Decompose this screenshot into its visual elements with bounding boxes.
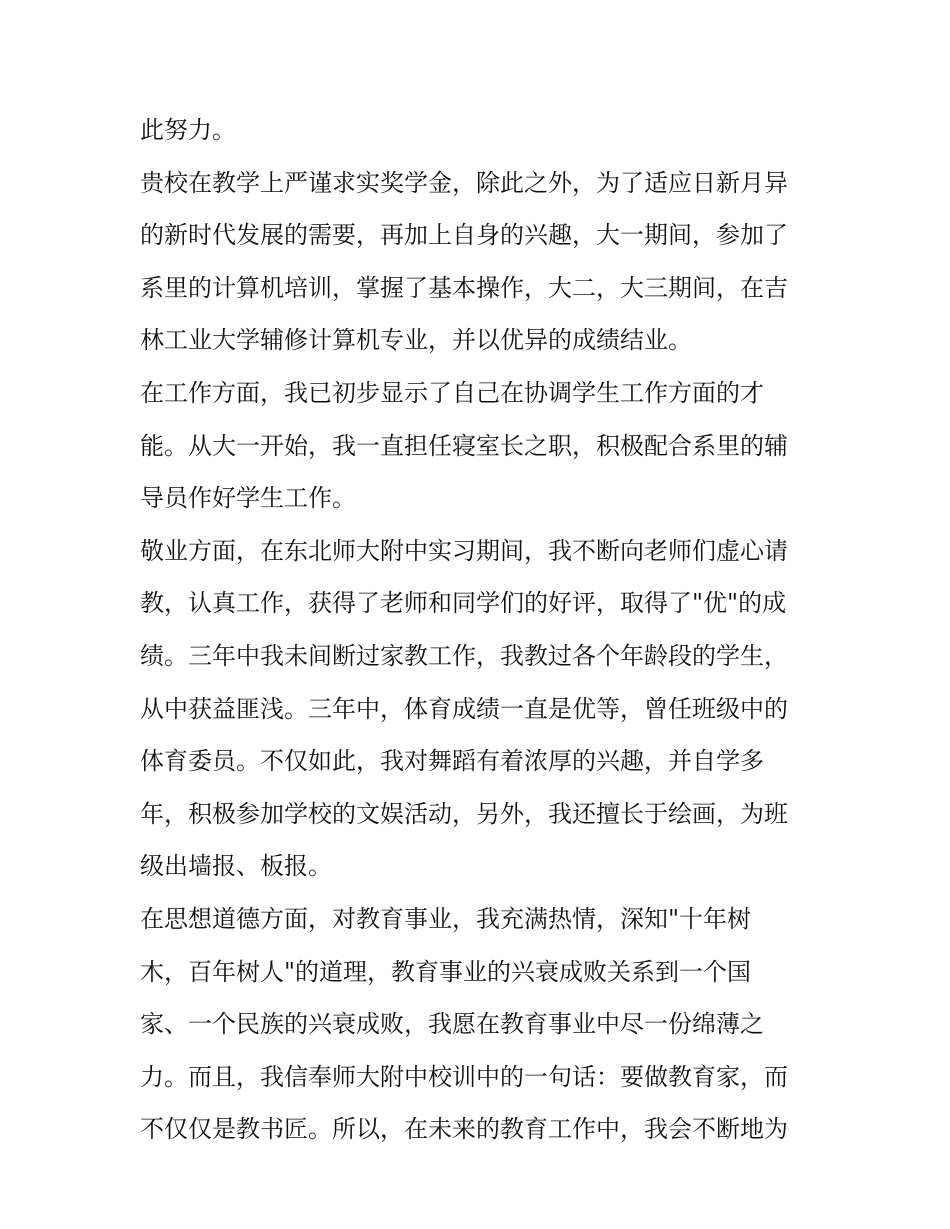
text-line: 敬业方面，在东北师大附中实习期间，我不断向老师们虚心请 — [140, 536, 788, 565]
text-line: 级出墙报、板报。 — [140, 852, 332, 881]
text-line: 贵校在教学上严谨求实奖学金，除此之外，为了适应日新月异 — [140, 168, 788, 197]
text-line: 从中获益匪浅。三年中，体育成绩一直是优等，曾任班级中的 — [140, 694, 788, 723]
text-line: 在工作方面，我已初步显示了自己在协调学生工作方面的才 — [140, 378, 764, 407]
text-line: 的新时代发展的需要，再加上自身的兴趣，大一期间，参加了 — [140, 221, 788, 250]
text-line: 导员作好学生工作。 — [140, 484, 356, 513]
text-line: 力。而且，我信奉师大附中校训中的一句话：要做教育家，而 — [140, 1062, 788, 1091]
text-line: 家、一个民族的兴衰成败，我愿在教育事业中尽一份绵薄之 — [140, 1010, 764, 1039]
text-line: 在思想道德方面，对教育事业，我充满热情，深知"十年树 — [140, 904, 752, 933]
text-line: 林工业大学辅修计算机专业，并以优异的成绩结业。 — [140, 326, 692, 355]
text-line: 年，积极参加学校的文娱活动，另外，我还擅长于绘画，为班 — [140, 799, 788, 828]
body-text — [140, 104, 830, 1156]
text-line: 绩。三年中我未间断过家教工作，我教过各个年龄段的学生， — [140, 641, 788, 670]
text-line: 不仅仅是教书匠。所以，在未来的教育工作中，我会不断地为 — [140, 1115, 788, 1144]
text-line: 木，百年树人"的道理，教育事业的兴衰成败关系到一个国 — [140, 957, 752, 986]
text-line: 体育委员。不仅如此，我对舞蹈有着浓厚的兴趣，并自学多 — [140, 747, 764, 776]
text-line: 教，认真工作，获得了老师和同学们的好评，取得了"优"的成 — [140, 589, 787, 618]
text-line: 此努力。 — [140, 116, 236, 144]
text-line: 能。从大一开始，我一直担任寝室长之职，积极配合系里的辅 — [140, 431, 788, 460]
text-line: 系里的计算机培训，掌握了基本操作，大二，大三期间，在吉 — [140, 273, 788, 302]
